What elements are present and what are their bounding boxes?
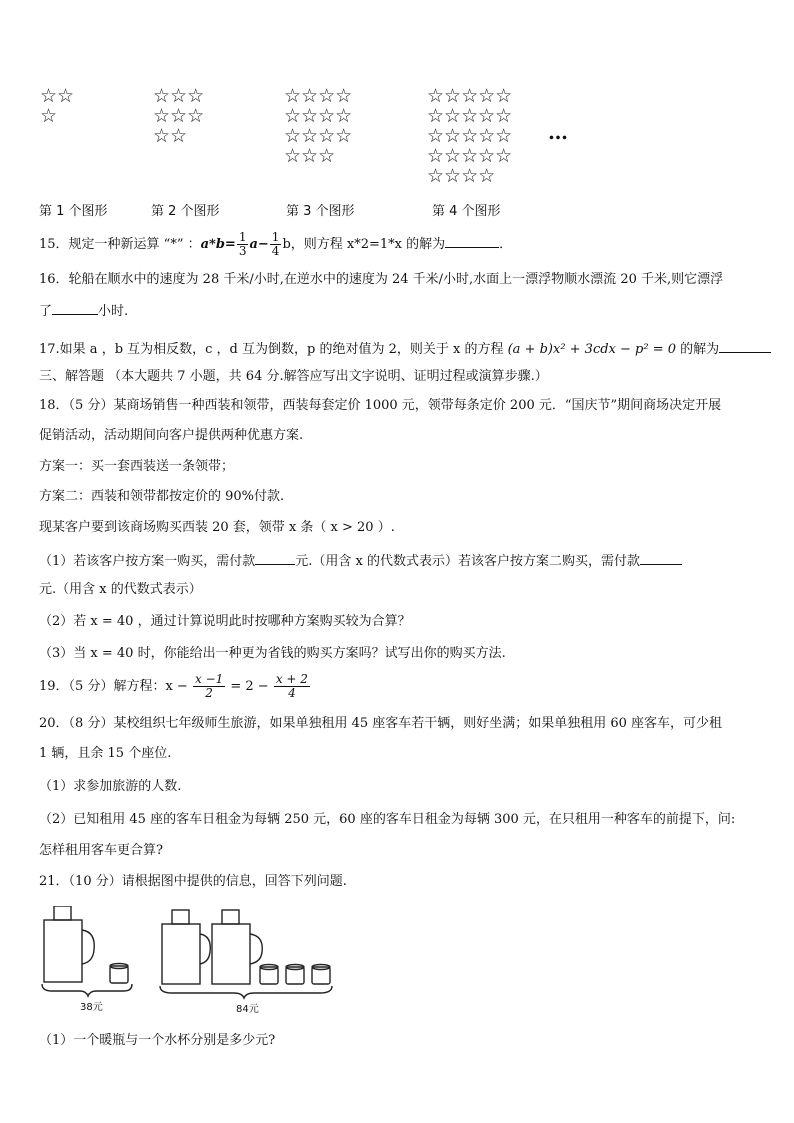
numerator: x −1: [194, 672, 224, 686]
question-20-part-1: （1）求参加旅游的人数.: [39, 779, 182, 794]
star-row: ☆☆☆☆: [284, 125, 353, 147]
brace-icon: [160, 986, 332, 998]
question-21: 21．（10 分）请根据图中提供的信息，回答下列问题.: [39, 874, 347, 889]
cup-icon: [312, 965, 330, 985]
numerator: 1: [271, 230, 280, 244]
star-row: ☆☆☆☆☆: [427, 145, 513, 167]
q19-mid: = 2 −: [230, 679, 269, 694]
price-label-2: 84元: [236, 1004, 259, 1015]
star-figure-2: [153, 86, 204, 146]
star-row: ☆☆☆☆☆: [427, 85, 513, 107]
answer-blank[interactable]: [255, 550, 295, 565]
star-row: ☆☆☆: [153, 105, 205, 127]
question-18-part-3: （3）当 x = 40 时，你能给出一种更为省钱的购买方案吗？试写出你的购买方法.: [39, 646, 506, 661]
ellipsis: …: [548, 120, 568, 144]
figure-caption-2: 第 2 个图形: [151, 204, 220, 219]
question-20-line-2: 1 辆，且余 15 个座位.: [39, 746, 172, 761]
q16-post: 小时.: [98, 304, 129, 319]
q19-prefix: 19．（5 分）解方程：x −: [39, 679, 188, 694]
question-19: [39, 672, 311, 702]
q15-lhs: a*b=: [200, 237, 236, 252]
answer-blank[interactable]: [52, 300, 98, 315]
fraction: [274, 673, 310, 700]
question-21-part-1: （1）一个暖瓶与一个水杯分别是多少元?: [39, 1033, 276, 1048]
star-row: ☆☆☆☆: [284, 105, 353, 127]
figure-caption-1: 第 1 个图形: [39, 204, 108, 219]
star-figure-3: [284, 86, 352, 166]
q15-prefix: 15．规定一种新运算 “*” ：: [39, 237, 201, 252]
plan-2: 方案二：西装和领带都按定价的 90%付款.: [39, 489, 285, 504]
question-18-line-5: 现某客户要到该商场购买西装 20 套，领带 x 条（ x > 20 ）.: [39, 520, 395, 535]
q17-text: 17.如果 a ，b 互为相反数，c ，d 互为倒数，p 的绝对值为 2，则关于 x 的方程: [39, 342, 504, 357]
q17-equation: (a + b)x² + 3cdx − p² = 0: [507, 342, 677, 357]
question-18-part-1: [39, 550, 682, 571]
question-17: [39, 338, 771, 359]
figure-caption-3: 第 3 个图形: [286, 204, 355, 219]
section-heading: 三、解答题 （本大题共 7 小题，共 64 分.解答应写出文字说明、证明过程或演算步骤.）: [39, 369, 548, 384]
question-16-line-1: 16．轮船在顺水中的速度为 28 千米/小时,在逆水中的速度为 24 千米/小时,水面上一漂浮物顺水漂流 20 千米,则它漂浮: [39, 272, 724, 287]
star-row: ☆☆☆☆☆: [427, 105, 513, 127]
question-20-line-1: 20．（8 分）某校组织七年级师生旅游，如果单独租用 45 座客车若干辆，则好坐满；如果单独租用 60 座客车，可少租: [39, 716, 723, 731]
question-18-line-1: 18．（5 分）某商场销售一种西装和领带，西装每套定价 1000 元，领带每条定价 200 元．“国庆节”期间商场决定开展: [39, 398, 722, 413]
answer-blank[interactable]: [445, 233, 499, 248]
fraction: [270, 231, 282, 258]
denominator: 3: [238, 244, 247, 258]
plan-1: 方案一：买一套西装送一条领带；: [39, 459, 235, 474]
price-label-1: 38元: [80, 1002, 103, 1013]
star-row: ☆☆: [40, 85, 75, 107]
cup-icon: [260, 965, 278, 985]
thermos-icon: [162, 910, 210, 984]
numerator: x + 2: [275, 672, 308, 686]
star-row: ☆☆☆☆: [284, 85, 353, 107]
star-row: ☆☆☆☆: [427, 165, 496, 187]
question-15: [39, 231, 512, 258]
brace-icon: [42, 984, 132, 996]
answer-blank[interactable]: [719, 338, 771, 353]
star-row: ☆☆☆: [153, 85, 205, 107]
thermos-icon: [212, 910, 262, 984]
question-18-part-1-cont: 元.（用含 x 的代数式表示）: [39, 582, 202, 597]
star-row: ☆☆: [153, 125, 188, 147]
question-20-part-2-cont: 怎样租用客车更合算?: [39, 843, 163, 858]
star-figure-4: [427, 86, 512, 186]
numerator: 1: [238, 230, 247, 244]
q18-p1-a: （1）若该客户按方案一购买，需付款: [39, 554, 256, 569]
q15-mid: a−: [249, 237, 269, 252]
denominator: 4: [288, 686, 296, 700]
q16-pre: 了: [39, 304, 53, 319]
fraction: [193, 673, 225, 700]
question-16-line-2: [39, 300, 128, 321]
star-row: ☆☆☆: [284, 145, 336, 167]
question-18-line-2: 促销活动，活动期间向客户提供两种优惠方案.: [39, 428, 304, 443]
star-figure-1: [40, 86, 74, 126]
q15-end: ．: [499, 237, 513, 252]
question-20-part-2: （2）已知租用 45 座的客车日租金为每辆 250 元，60 座的客车日租金为每辆 300 元，在只租用一种客车的前提下，问:: [39, 812, 736, 827]
denominator: 4: [271, 244, 280, 258]
cup-icon: [110, 964, 128, 984]
question-18-part-2: （2）若 x = 40 ，通过计算说明此时按哪种方案购买较为合算？: [39, 614, 411, 629]
q15-tail: b，则方程 x*2=1*x 的解为: [282, 237, 446, 252]
answer-blank[interactable]: [640, 550, 682, 565]
denominator: 2: [205, 686, 213, 700]
star-row: ☆: [40, 105, 58, 127]
q17-tail: 的解为: [680, 342, 720, 357]
q18-p1-b: 元.（用含 x 的代数式表示）若该客户按方案二购买，需付款: [295, 554, 641, 569]
thermos-icon: [44, 906, 94, 982]
cup-icon: [286, 965, 304, 985]
figure-caption-4: 第 4 个图形: [432, 204, 501, 219]
fraction: [237, 231, 249, 258]
star-row: ☆☆☆☆☆: [427, 125, 513, 147]
